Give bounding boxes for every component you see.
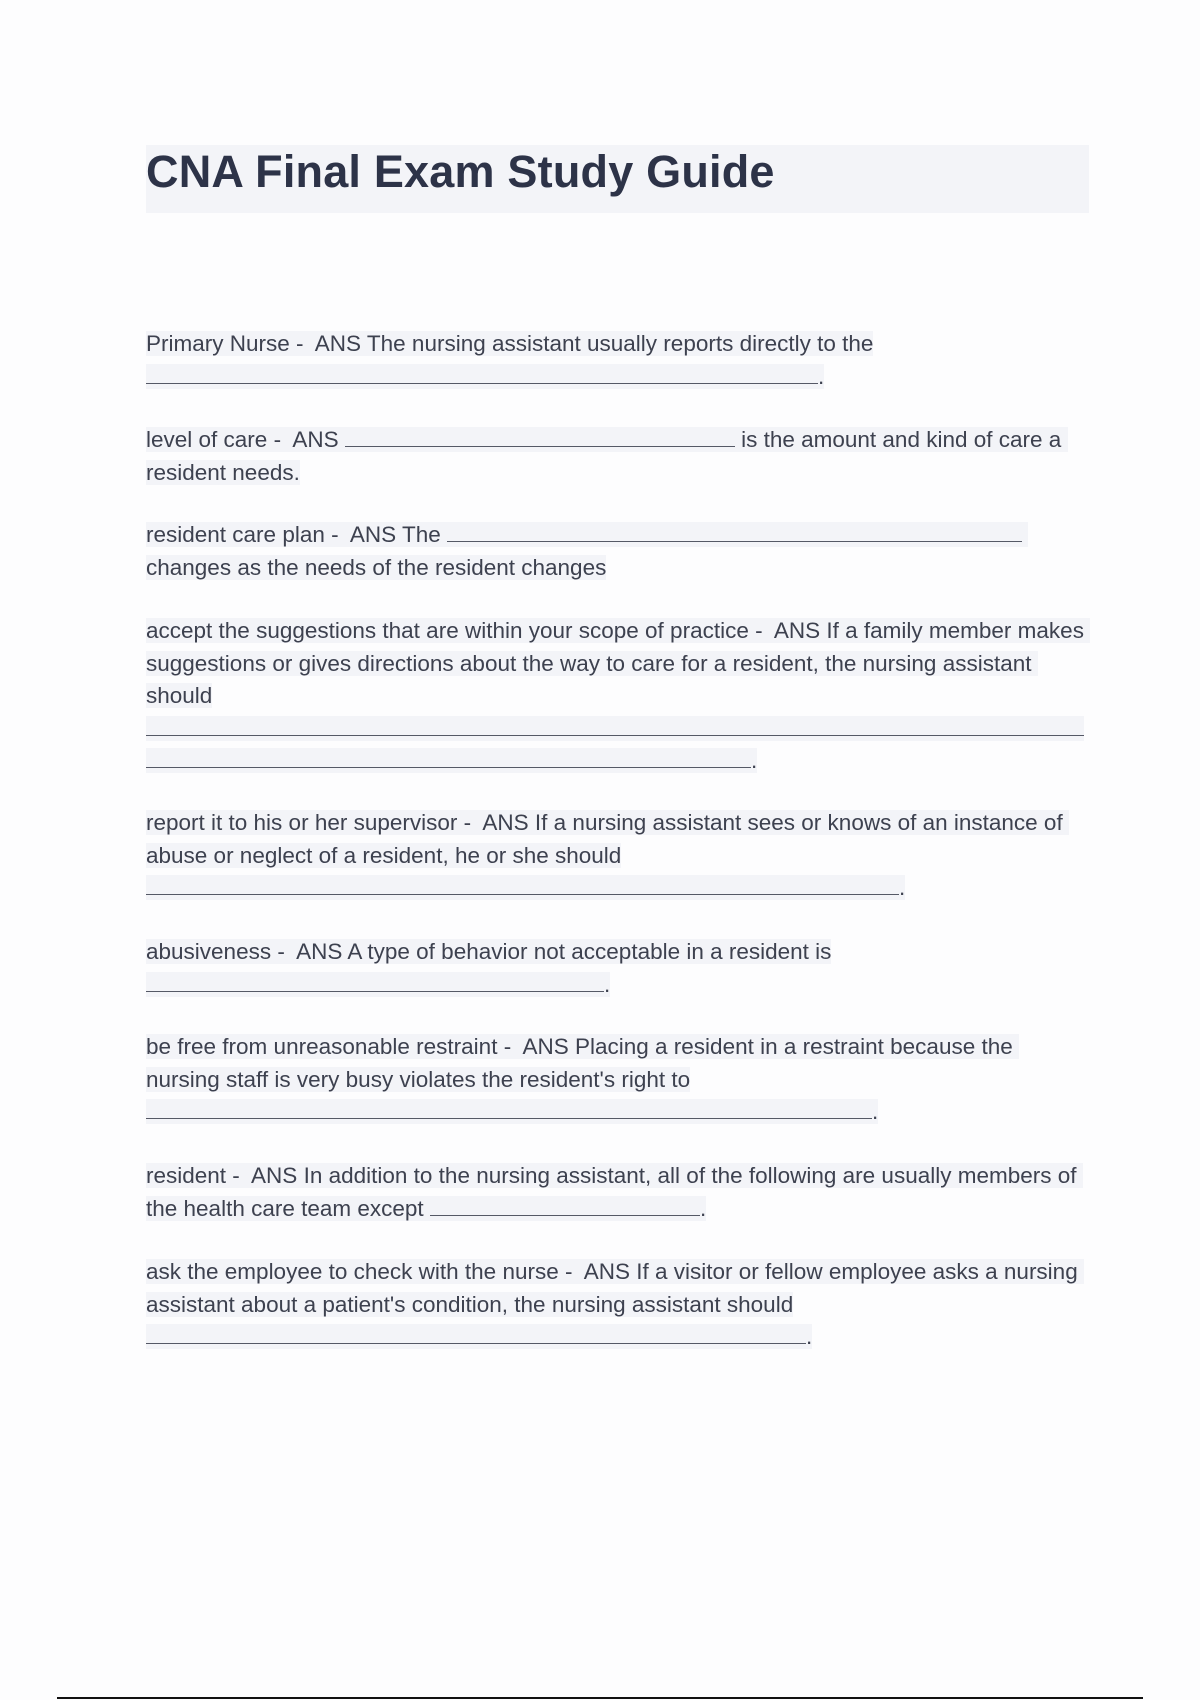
study-item bbox=[146, 424, 1091, 489]
study-item bbox=[146, 615, 1091, 778]
item-separator: - ANS bbox=[289, 331, 367, 356]
item-separator: - ANS bbox=[226, 1163, 304, 1188]
answer-blank bbox=[146, 1325, 806, 1344]
item-term: level of care bbox=[146, 427, 268, 452]
item-question-end: . bbox=[751, 748, 758, 773]
item-question-end: . bbox=[899, 875, 906, 900]
answer-blank bbox=[146, 749, 751, 768]
item-separator: - ANS bbox=[497, 1034, 575, 1059]
item-separator: - ANS bbox=[748, 618, 827, 643]
item-term: resident bbox=[146, 1163, 227, 1188]
answer-blank bbox=[430, 1197, 700, 1216]
page-title: CNA Final Exam Study Guide bbox=[146, 146, 775, 197]
answer-blank bbox=[146, 717, 1084, 736]
answer-blank bbox=[146, 973, 604, 992]
item-question-end: is the amount and kind of care a resident needs. bbox=[146, 427, 1068, 485]
item-question: The bbox=[401, 522, 441, 547]
study-item bbox=[146, 807, 1091, 905]
item-separator: - ANS bbox=[558, 1259, 637, 1284]
item-question: The nursing assistant usually reports directly to the bbox=[366, 331, 874, 356]
item-term: ask the employee to check with the nurse bbox=[146, 1259, 559, 1284]
item-question: In addition to the nursing assistant, all of the following are usually members of the health care team except bbox=[146, 1163, 1083, 1221]
item-question-end: . bbox=[604, 971, 611, 997]
answer-blank bbox=[146, 365, 818, 384]
item-term: abusiveness bbox=[146, 939, 272, 964]
item-term: be free from unreasonable restraint bbox=[146, 1034, 498, 1059]
item-question-end: changes as the needs of the resident changes bbox=[146, 522, 1029, 580]
answer-blank bbox=[146, 1100, 872, 1119]
item-separator: - ANS bbox=[457, 810, 535, 835]
study-item bbox=[146, 1256, 1091, 1354]
answer-blank bbox=[146, 876, 899, 895]
study-item bbox=[146, 936, 1091, 1001]
item-question-end: . bbox=[699, 1195, 707, 1221]
item-question-end: . bbox=[818, 363, 825, 389]
item-question: If a family member makes suggestions or gives directions about the way to care for a resident, the nursing assistant should bbox=[146, 618, 1091, 708]
item-separator: - ANS bbox=[271, 939, 348, 964]
answer-blank bbox=[447, 523, 1022, 542]
item-term: accept the suggestions that are within your scope of practice bbox=[146, 618, 749, 643]
item-question: A type of behavior not acceptable in a resident is bbox=[347, 939, 832, 964]
item-term: Primary Nurse bbox=[146, 331, 290, 356]
study-item bbox=[146, 328, 1091, 393]
item-question: Placing a resident in a restraint because the nursing staff is very busy violates the resident's right to bbox=[146, 1034, 1020, 1092]
item-term: report it to his or her supervisor bbox=[146, 810, 458, 835]
item-question-end: . bbox=[872, 1099, 879, 1124]
footer-divider bbox=[57, 1697, 1143, 1699]
study-item bbox=[146, 1160, 1091, 1225]
item-question: If a visitor or fellow employee asks a nursing assistant about a patient's condition, the nursing assistant should bbox=[146, 1259, 1084, 1317]
item-question-end: . bbox=[806, 1324, 813, 1349]
item-term: resident care plan bbox=[146, 522, 325, 547]
study-item bbox=[146, 1031, 1091, 1129]
item-question: If a nursing assistant sees or knows of an instance of abuse or neglect of a resident, he or she should bbox=[146, 810, 1069, 868]
answer-blank bbox=[345, 428, 735, 447]
item-separator: - ANS bbox=[324, 522, 402, 547]
item-separator: - ANS bbox=[267, 427, 345, 452]
study-item bbox=[146, 519, 1091, 584]
